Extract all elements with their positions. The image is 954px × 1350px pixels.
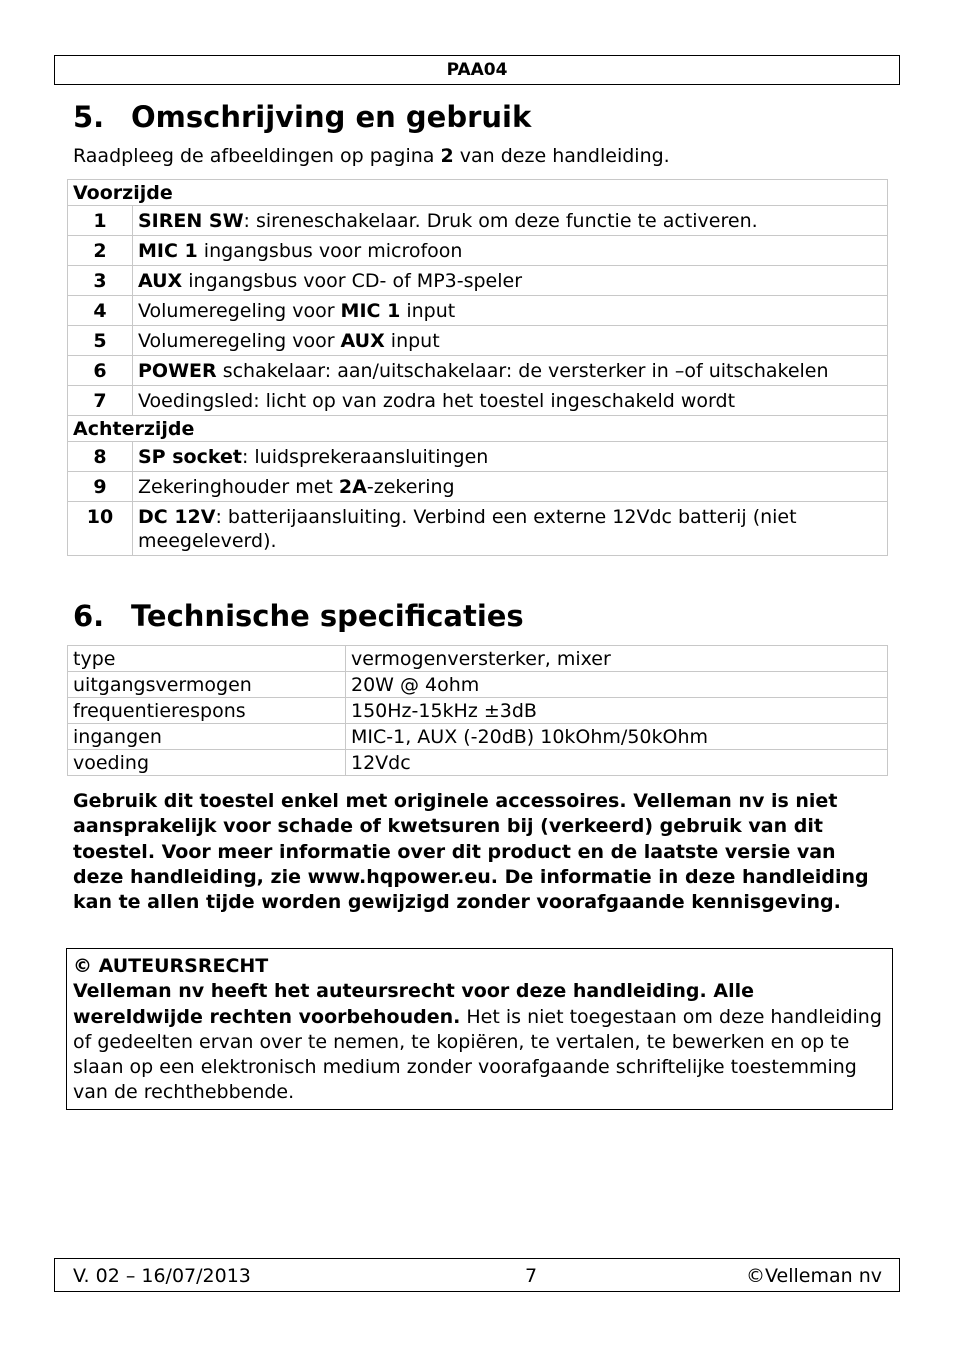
part-description: SP socket: luidsprekeraansluitingen — [133, 442, 888, 472]
part-description: Volumeregeling voor AUX input — [133, 326, 888, 356]
part-number: 10 — [68, 502, 133, 556]
model-name: PAA04 — [446, 60, 508, 80]
section-5-heading — [73, 100, 531, 134]
page-footer — [54, 1258, 900, 1292]
part-description: Zekeringhouder met 2A-zekering — [133, 472, 888, 502]
table-row — [68, 750, 888, 776]
spec-key: type — [68, 646, 346, 672]
part-description: DC 12V: batterijaansluiting. Verbind een externe 12Vdc batterij (niet meegeleverd). — [133, 502, 888, 556]
parts-table — [67, 179, 888, 556]
intro-paragraph — [73, 145, 670, 167]
warning-paragraph: Gebruik dit toestel enkel met originele accessoires. Velleman nv is niet aansprakelijk voor schade of kwetsuren bij (verkeerd) gebruik van dit toestel. Voor meer informatie over dit product en de laatste versie van deze handleiding, zie www.hqpower.eu. De informatie in deze handleiding kan te allen tijde worden gewijzigd zonder voorafgaande kennisgeving. — [73, 790, 869, 914]
part-number: 5 — [68, 326, 133, 356]
spec-key: ingangen — [68, 724, 346, 750]
part-number: 1 — [68, 206, 133, 236]
table-row — [68, 502, 888, 556]
section-number: 6. — [73, 599, 105, 633]
intro-text: Raadpleeg de afbeeldingen op pagina — [73, 145, 441, 167]
table-row — [68, 386, 888, 416]
section-number: 5. — [73, 100, 105, 134]
table-row — [68, 698, 888, 724]
table-row — [68, 236, 888, 266]
copyright-box — [66, 948, 893, 1110]
table-row — [68, 646, 888, 672]
table-row — [68, 472, 888, 502]
footer-company: ©Velleman nv — [746, 1265, 882, 1287]
part-number: 4 — [68, 296, 133, 326]
table-row — [68, 724, 888, 750]
spec-value: 12Vdc — [346, 750, 888, 776]
copyright-text: Het is niet toegestaan om deze handleiding of gedeelten ervan over te nemen, te kopiëren, te vertalen, te bewerken en op te slaan op een elektronisch medium zonder voorafgaande schriftelijke toestemming van de rechthebbende. — [73, 1005, 882, 1104]
footer-page-number: 7 — [525, 1265, 538, 1287]
part-number: 6 — [68, 356, 133, 386]
spec-value: MIC-1, AUX (-20dB) 10kOhm/50kOhm — [346, 724, 888, 750]
intro-text-end: van deze handleiding. — [453, 145, 670, 167]
table-row — [68, 442, 888, 472]
copyright-heading: © AUTEURSRECHT — [73, 955, 269, 977]
section-title: Technische specificaties — [131, 599, 524, 633]
part-description: SIREN SW: sireneschakelaar. Druk om deze functie te activeren. — [133, 206, 888, 236]
footer-version: V. 02 – 16/07/2013 — [73, 1265, 251, 1287]
part-description: POWER schakelaar: aan/uitschakelaar: de versterker in –of uitschakelen — [133, 356, 888, 386]
table-row — [68, 356, 888, 386]
table-row — [68, 326, 888, 356]
table-row — [68, 296, 888, 326]
page-header — [54, 55, 900, 85]
table-row — [68, 206, 888, 236]
spec-key: frequentierespons — [68, 698, 346, 724]
part-number: 3 — [68, 266, 133, 296]
part-number: 8 — [68, 442, 133, 472]
copyright-bold-text: Velleman nv heeft het auteursrecht voor deze handleiding. Alle wereldwijde rechten voorbehouden. — [73, 980, 754, 1028]
section-title: Omschrijving en gebruik — [131, 100, 532, 134]
spec-value: 20W @ 4ohm — [346, 672, 888, 698]
spec-value: 150Hz-15kHz ±3dB — [346, 698, 888, 724]
spec-key: uitgangsvermogen — [68, 672, 346, 698]
spec-value: vermogenversterker, mixer — [346, 646, 888, 672]
group-label: Voorzijde — [68, 180, 888, 206]
section-6-heading — [73, 599, 524, 633]
part-description: Volumeregeling voor MIC 1 input — [133, 296, 888, 326]
table-row — [68, 672, 888, 698]
part-number: 9 — [68, 472, 133, 502]
copyright-body — [73, 979, 886, 1105]
spec-table — [67, 645, 888, 776]
part-number: 2 — [68, 236, 133, 266]
group-row — [68, 416, 888, 442]
part-description: MIC 1 ingangsbus voor microfoon — [133, 236, 888, 266]
part-number: 7 — [68, 386, 133, 416]
intro-page-number: 2 — [440, 145, 454, 167]
group-label: Achterzijde — [68, 416, 888, 442]
spec-key: voeding — [68, 750, 346, 776]
part-description: Voedingsled: licht op van zodra het toestel ingeschakeld wordt — [133, 386, 888, 416]
group-row — [68, 180, 888, 206]
part-description: AUX ingangsbus voor CD- of MP3-speler — [133, 266, 888, 296]
table-row — [68, 266, 888, 296]
